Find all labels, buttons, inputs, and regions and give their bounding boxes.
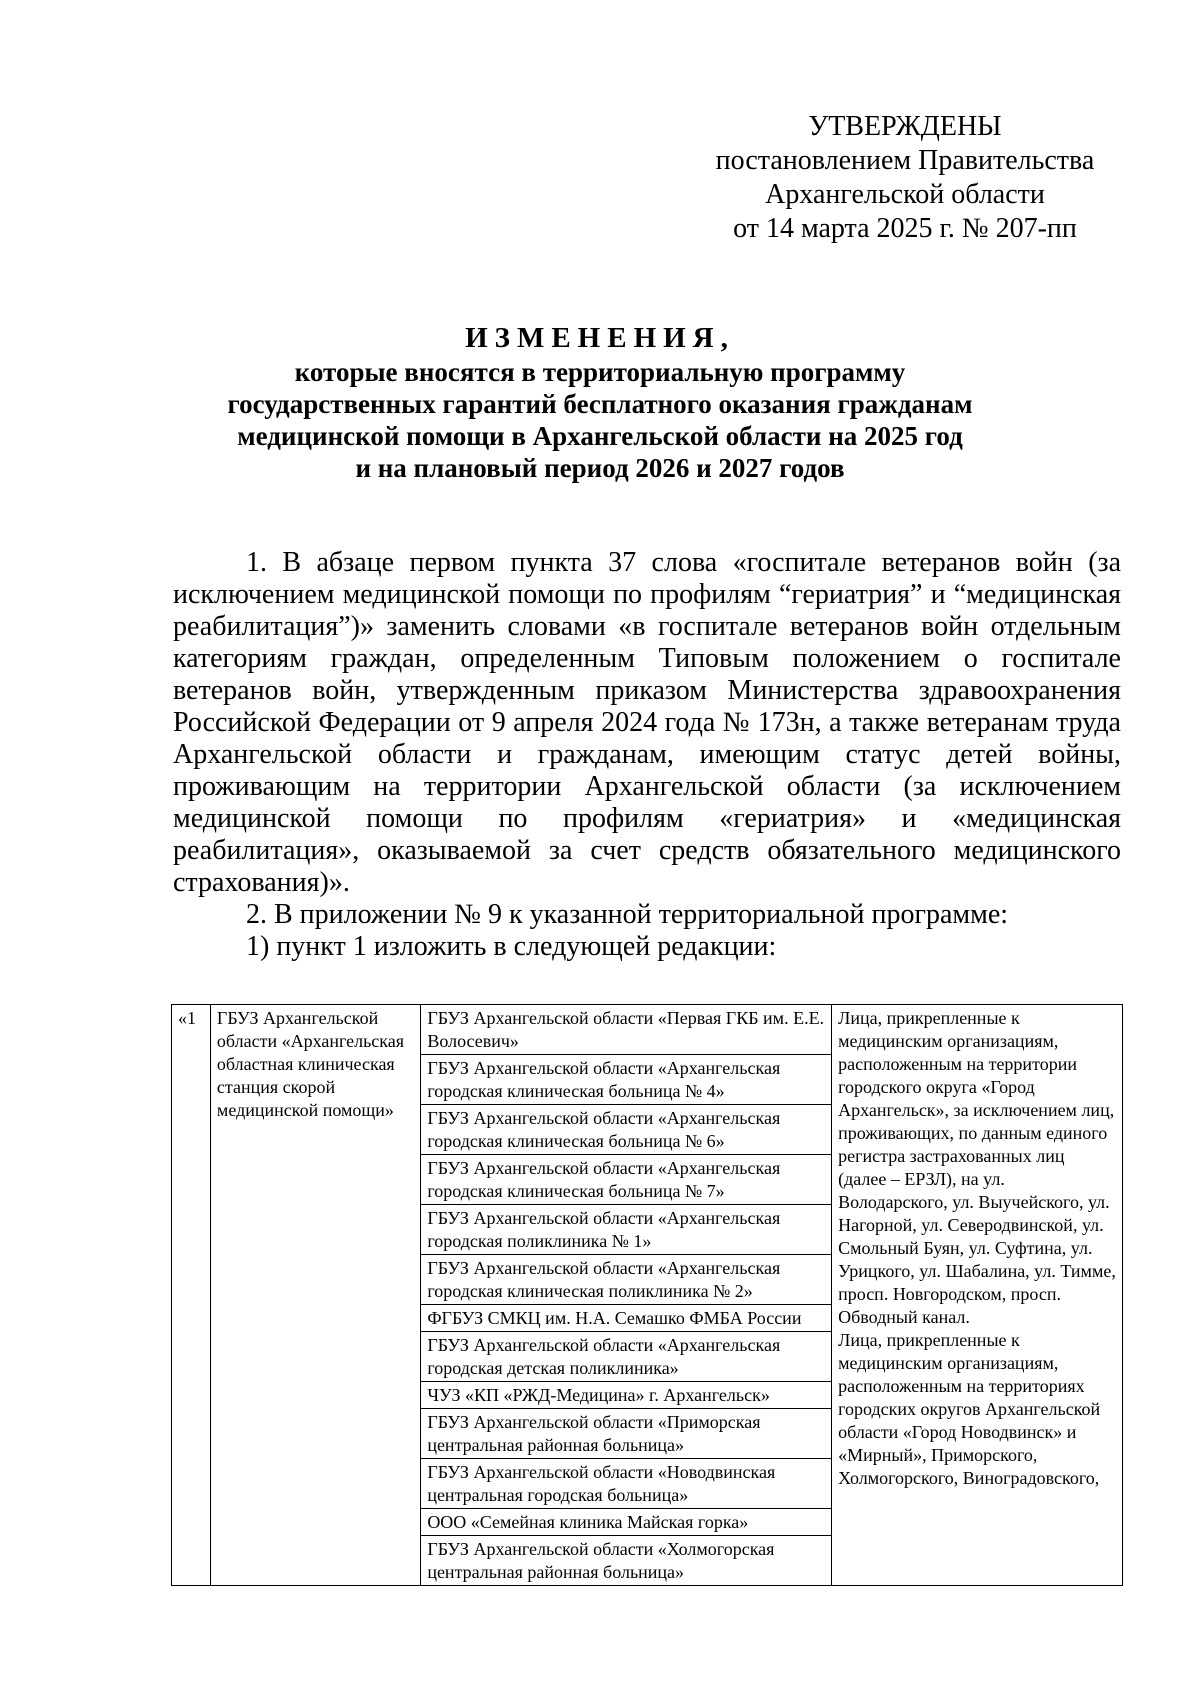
- facility-cell: ФГБУЗ СМКЦ им. Н.А. Семашко ФМБА России: [421, 1305, 832, 1332]
- facility-cell: ГБУЗ Архангельской области «Архангельская городская клиническая больница № 6»: [421, 1105, 832, 1155]
- approval-block: [700, 110, 1110, 246]
- paragraph-1: 1. В абзаце первом пункта 37 слова «госпитале ветеранов войн (за исключением медицинской помощи по профилям “гериатрия” и “медицинская реабилитация”)» заменить словами «в госпитале ветеранов войн отдельным категориям граждан, определенным Типовым положением о госпитале ветеранов войн, утвержденным приказом Министерства здравоохранения Российской Федерации от 9 апреля 2024 года № 173н, а также ветеранам труда Архангельской области и гражданам, имеющим статус детей войны, проживающим на территории Архангельской области (за исключением медицинской помощи по профилям «гериатрия» и «медицинская реабилитация», оказываемой за счет средств обязательного медицинского страхования)».: [173, 547, 1121, 898]
- document-title: ИЗМЕНЕНИЯ,: [465, 322, 735, 354]
- facility-cell: ГБУЗ Архангельской области «Архангельская городская поликлиника № 1»: [421, 1205, 832, 1255]
- paragraph-3: 1) пункт 1 изложить в следующей редакции:: [246, 931, 777, 962]
- approval-line-4: от 14 марта 2025 г. № 207-пп: [733, 213, 1077, 244]
- persons-text-part-1: Лица, прикрепленные к медицинским организациям, расположенным на территории городского округа «Город Архангельск», за исключением лиц, проживающих, по данным единого регистра застрахованных лиц (далее – ЕРЗЛ), на ул. Володарского, ул. Выучейского, ул. Нагорной, ул. Северодвинской, ул. Смольный Буян, ул. Суфтина, ул. Урицкого, ул. Шабалина, ул. Тимме, просп. Новгородском, просп. Обводный канал.: [838, 1008, 1116, 1327]
- heading-line-2: государственных гарантий бесплатного оказания гражданам: [227, 389, 973, 419]
- facility-cell: ГБУЗ Архангельской области «Приморская центральная районная больница»: [421, 1409, 832, 1459]
- facility-cell: ГБУЗ Архангельской области «Архангельская городская клиническая больница № 4»: [421, 1055, 832, 1105]
- persons-cell: [832, 1005, 1123, 1586]
- document-body: [173, 547, 1121, 963]
- heading-line-4: и на плановый период 2026 и 2027 годов: [355, 453, 845, 483]
- persons-text-part-2: Лица, прикрепленные к медицинским организациям, расположенным на территориях городских округов Архангельской области «Город Новодвинск» и «Мирный», Приморского, Холмогорского, Виноградовского,: [838, 1330, 1101, 1488]
- organization-cell: ГБУЗ Архангельской области «Архангельская областная клиническая станция скорой медицинской помощи»: [210, 1005, 420, 1586]
- item-number-cell: «1: [172, 1005, 211, 1586]
- approval-line-1: УТВЕРЖДЕНЫ: [808, 111, 1002, 142]
- heading-line-3: медицинской помощи в Архангельской области на 2025 год: [237, 421, 963, 451]
- facility-cell: ГБУЗ Архангельской области «Архангельская городская клиническая поликлиника № 2»: [421, 1255, 832, 1305]
- facility-cell: ГБУЗ Архангельской области «Новодвинская центральная городская больница»: [421, 1459, 832, 1509]
- facility-cell: ГБУЗ Архангельской области «Архангельская городская детская поликлиника»: [421, 1332, 832, 1382]
- approval-line-3: Архангельской области: [765, 179, 1045, 210]
- heading-line-1: которые вносятся в территориальную программу: [294, 357, 906, 387]
- facility-cell: ГБУЗ Архангельской области «Холмогорская центральная районная больница»: [421, 1536, 832, 1586]
- facility-cell: ГБУЗ Архангельской области «Архангельская городская клиническая больница № 7»: [421, 1155, 832, 1205]
- facility-cell: ЧУЗ «КП «РЖД-Медицина» г. Архангельск»: [421, 1382, 832, 1409]
- paragraph-2: 2. В приложении № 9 к указанной территориальной программе:: [246, 899, 1009, 930]
- table-row: [172, 1005, 1123, 1055]
- approval-line-2: постановлением Правительства: [715, 145, 1095, 176]
- facility-cell: ООО «Семейная клиника Майская горка»: [421, 1509, 832, 1536]
- annex-table: [171, 1004, 1123, 1586]
- document-heading: [160, 320, 1040, 484]
- facility-cell: ГБУЗ Архангельской области «Первая ГКБ им. Е.Е. Волосевич»: [421, 1005, 832, 1055]
